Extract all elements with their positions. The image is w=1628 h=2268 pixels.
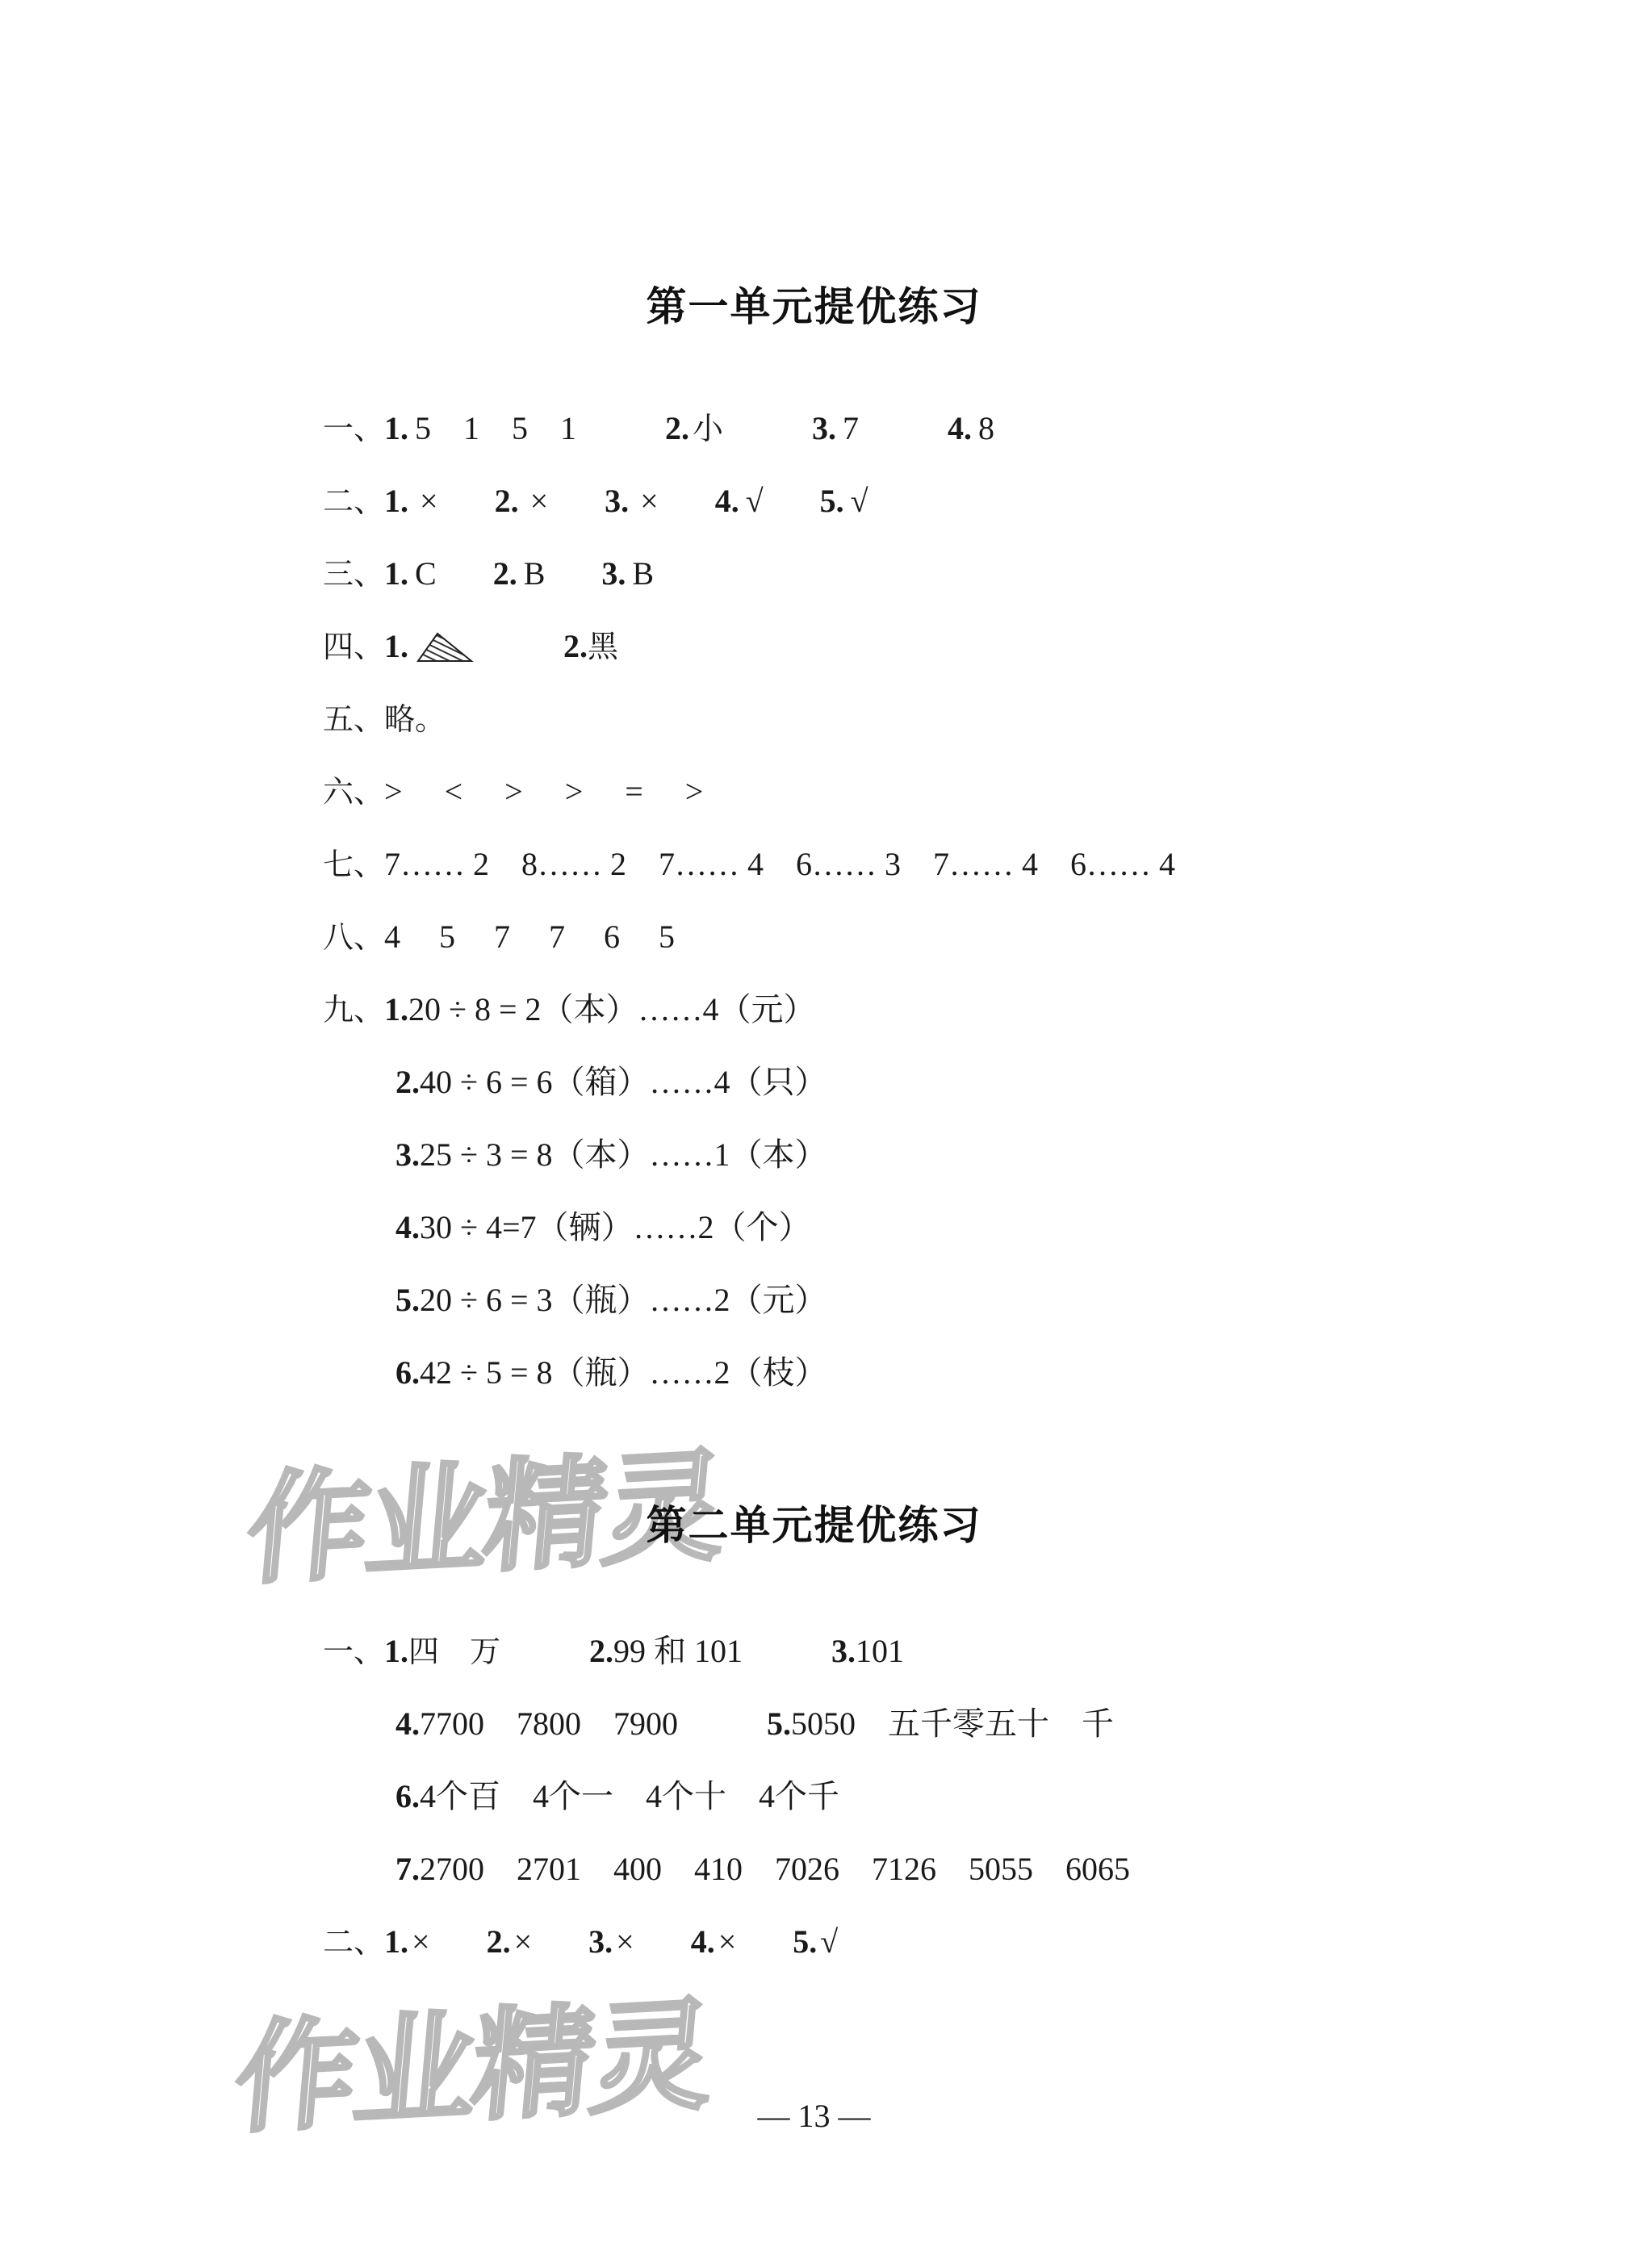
item-number: 1.	[384, 1633, 409, 1669]
item-answer: √	[850, 483, 868, 519]
item-answer: √	[745, 483, 764, 519]
item-number: 3.	[605, 483, 630, 519]
item-number: 1.	[384, 628, 409, 664]
item-answer: 101	[856, 1633, 905, 1669]
item-number: 6.	[395, 1778, 420, 1814]
item-answer: 20 ÷ 8 = 2（本）……4（元）	[408, 991, 816, 1027]
answer-sub-line-2	[395, 1061, 827, 1103]
watermark: 作业精灵	[229, 1985, 717, 2151]
line-label: 四、	[323, 629, 385, 664]
answer-line-1	[323, 1630, 904, 1672]
line-label: 二、	[323, 483, 385, 519]
item-answer: B	[632, 555, 655, 592]
item-answer: ×	[718, 1923, 737, 1960]
item-number: 2.	[665, 410, 690, 446]
item-number: 2.	[589, 1633, 614, 1669]
answer-line-3	[323, 553, 654, 595]
item-number: 3.	[588, 1923, 613, 1960]
hatched-triangle-icon	[416, 630, 475, 663]
item-answer: B	[523, 555, 546, 592]
item-number: 1.	[384, 1923, 409, 1960]
answer-line-8	[323, 916, 678, 958]
item-answer: 5 1 5 1	[415, 410, 577, 446]
line-label: 一、	[323, 1634, 385, 1669]
page-number: — 13 —	[757, 2098, 871, 2134]
item-number: 4.	[948, 410, 973, 446]
item-number: 5.	[793, 1923, 818, 1960]
item-answer: ×	[412, 1923, 430, 1960]
answer-sub-line-6	[395, 1776, 839, 1818]
answer-sub-line-4	[395, 1207, 811, 1249]
item-number: 3.	[812, 410, 837, 446]
item-answer: 42 ÷ 5 = 8（瓶）……2（枝）	[420, 1354, 827, 1391]
item-number: 2.	[492, 555, 517, 592]
line-label: 五、	[323, 701, 385, 737]
answer-sub-line-7	[395, 1848, 1130, 1890]
answer-line-1	[323, 408, 994, 450]
item-answer: 8	[978, 410, 995, 446]
item-number: 4.	[395, 1705, 420, 1742]
item-number: 5.	[767, 1705, 791, 1742]
item-number: 5.	[395, 1282, 420, 1318]
answer-sub-line-4	[395, 1703, 1114, 1745]
item-number: 4.	[395, 1209, 420, 1245]
item-number: 2.	[486, 1923, 511, 1960]
item-number: 5.	[819, 483, 844, 519]
item-answer: √	[820, 1923, 839, 1960]
item-number: 2.	[494, 483, 519, 519]
item-answer: 40 ÷ 6 = 6（箱）……4（只）	[420, 1064, 827, 1100]
item-answer: 99 和 101	[613, 1633, 743, 1669]
item-number: 3.	[601, 555, 626, 592]
item-answer: ×	[616, 1923, 634, 1960]
item-answer: ×	[420, 483, 438, 519]
line-label: 七、	[323, 847, 385, 882]
section-1-title: 第一单元提优练习	[646, 283, 982, 330]
item-number: 4.	[690, 1923, 715, 1960]
item-answer: 20 ÷ 6 = 3（瓶）……2（元）	[420, 1282, 827, 1318]
line-text: 7…… 2 8…… 2 7…… 4 6…… 3 7…… 4 6…… 4	[384, 846, 1176, 882]
item-answer: 四 万	[408, 1634, 501, 1669]
line-label: 九、	[323, 992, 385, 1027]
answer-line-7	[323, 843, 1175, 885]
item-number: 4.	[714, 483, 739, 519]
item-answer: 25 ÷ 3 = 8（本）……1（本）	[420, 1136, 827, 1173]
item-number: 3.	[395, 1136, 420, 1173]
answer-sub-line-6	[395, 1352, 827, 1394]
answer-sub-line-3	[395, 1134, 827, 1176]
answer-line-2	[323, 480, 868, 522]
answer-line-5	[323, 698, 446, 740]
item-answer: ×	[529, 483, 549, 519]
item-number: 2.	[395, 1064, 420, 1100]
item-number: 1.	[384, 410, 409, 446]
line-label: 三、	[323, 556, 385, 592]
item-answer: 7700 7800 7900	[420, 1705, 678, 1742]
item-answer: ×	[640, 483, 659, 519]
item-number: 1.	[384, 555, 409, 592]
item-number: 7.	[395, 1851, 420, 1887]
line-label: 六、	[323, 774, 385, 810]
line-text: 4 5 7 7 6 5	[384, 918, 679, 955]
item-answer: 小	[693, 411, 724, 446]
item-answer: 2700 2701 400 410 7026 7126 5055 6065	[420, 1851, 1130, 1887]
answer-line-2	[323, 1921, 838, 1963]
section-2-title: 第二单元提优练习	[646, 1502, 982, 1549]
item-answer: 30 ÷ 4=7（辆）……2（个）	[420, 1209, 811, 1245]
answer-sub-line-5	[395, 1279, 827, 1321]
item-number: 1.	[384, 991, 409, 1027]
item-answer: 黑	[588, 629, 619, 664]
line-text: > < > > = >	[384, 773, 709, 810]
line-text: 略。	[384, 701, 446, 737]
line-label: 一、	[323, 411, 385, 446]
item-answer: 7	[843, 410, 860, 446]
item-answer: 4个百 4个一 4个十 4个千	[420, 1778, 839, 1814]
item-number: 2.	[563, 628, 588, 664]
item-answer: ×	[513, 1923, 533, 1960]
item-number: 3.	[831, 1633, 856, 1669]
answer-line-6	[323, 771, 708, 813]
item-answer: 5050 五千零五十 千	[791, 1705, 1114, 1742]
item-answer: C	[415, 555, 437, 592]
answer-line-4	[323, 626, 618, 667]
item-number: 6.	[395, 1354, 420, 1391]
line-label: 八、	[323, 919, 385, 955]
item-number: 1.	[384, 483, 409, 519]
line-label: 二、	[323, 1924, 385, 1960]
answer-line-9	[323, 989, 816, 1031]
watermark: 作业精灵	[241, 1436, 729, 1602]
